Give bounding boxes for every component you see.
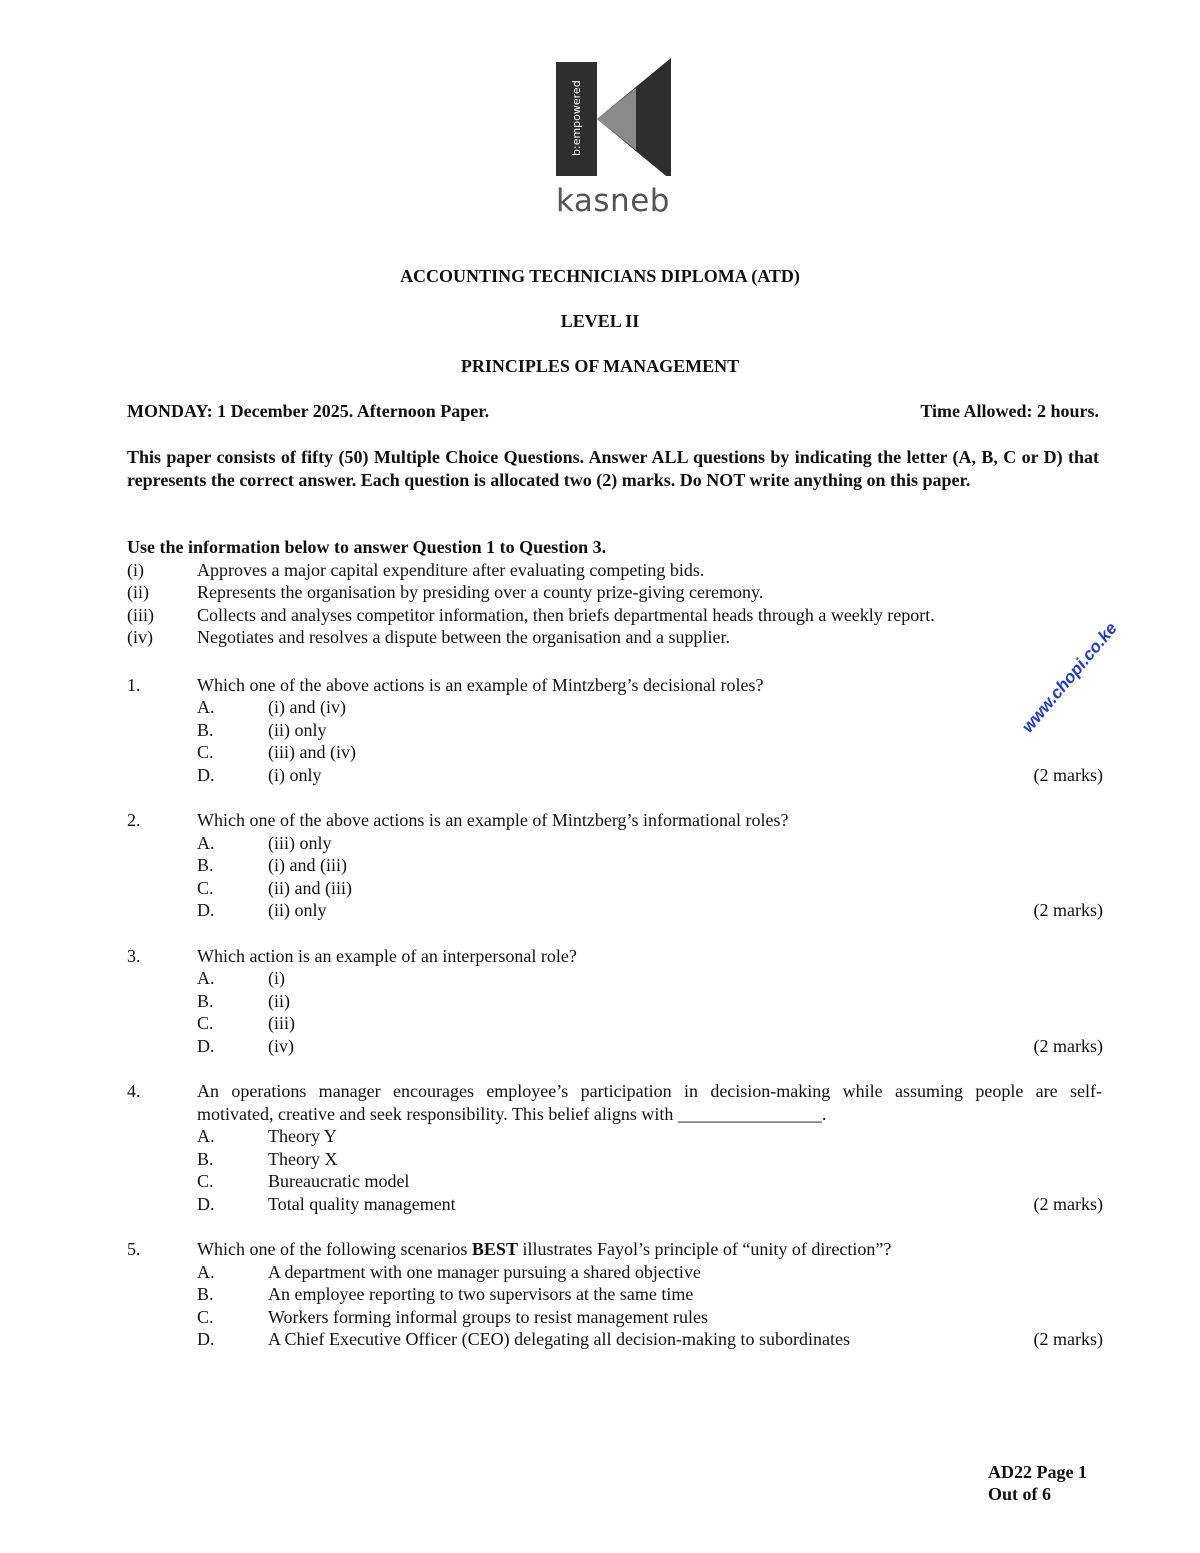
option-text: (ii) and (iii) — [268, 878, 352, 898]
option-text: Theory Y — [268, 1126, 337, 1146]
option-letter: C. — [197, 1171, 214, 1191]
info-item-text: Collects and analyses competitor information, then briefs departmental heads through a weekly report. — [197, 605, 935, 625]
question-text: Which one of the above actions is an example of Mintzberg’s informational roles? — [197, 810, 789, 830]
option-letter: B. — [197, 1284, 214, 1304]
option-letter: B. — [197, 991, 214, 1011]
time-allowed: Time Allowed: 2 hours. — [920, 401, 1099, 421]
paper-date: MONDAY: 1 December 2025. Afternoon Paper. — [127, 401, 490, 421]
option-text: (iii) and (iv) — [268, 742, 356, 762]
page-number: AD22 Page 1 — [988, 1462, 1087, 1482]
option-letter: C. — [197, 1013, 214, 1033]
option-letter: D. — [197, 765, 215, 785]
question-number: 5. — [127, 1239, 141, 1259]
instructions: This paper consists of fifty (50) Multiple Choice Questions. Answer ALL questions by indicating the letter (A, B, C or D) that represents the correct answer. Each question is allocated two (2) marks. Do NOT write anything on this paper. — [127, 447, 1099, 490]
option-text: A Chief Executive Officer (CEO) delegating all decision-making to subordinates — [268, 1329, 851, 1349]
question-text: Which one of the above actions is an example of Mintzberg’s decisional roles? — [197, 675, 764, 695]
option-text: (iii) — [268, 1013, 295, 1033]
option-text: Theory X — [268, 1149, 338, 1169]
info-item-num: (iii) — [127, 605, 154, 625]
option-text: (i) only — [268, 765, 322, 785]
option-text: Bureaucratic model — [268, 1171, 410, 1191]
option-letter: D. — [197, 1036, 215, 1056]
paper-subject: PRINCIPLES OF MANAGEMENT — [460, 356, 740, 376]
option-text: (iv) — [268, 1036, 294, 1056]
info-item-num: (iv) — [127, 627, 153, 647]
question-marks: (2 marks) — [1033, 1036, 1103, 1056]
option-text: (ii) only — [268, 900, 327, 920]
logo-brand-text: kasneb — [556, 183, 670, 219]
info-item-text: Approves a major capital expenditure after evaluating competing bids. — [197, 560, 705, 580]
option-letter: A. — [197, 833, 215, 853]
info-item-num: (ii) — [127, 582, 149, 602]
option-letter: B. — [197, 720, 214, 740]
option-letter: C. — [197, 742, 214, 762]
info-heading: Use the information below to answer Question 1 to Question 3. — [127, 537, 607, 557]
option-letter: C. — [197, 878, 214, 898]
option-letter: A. — [197, 1262, 215, 1282]
question-text — [197, 1238, 891, 1260]
info-item-num: (i) — [127, 560, 144, 580]
option-letter: B. — [197, 1149, 214, 1169]
question-marks: (2 marks) — [1033, 900, 1103, 920]
paper-level: LEVEL II — [560, 311, 640, 331]
option-text: An employee reporting to two supervisors at the same time — [268, 1284, 694, 1304]
question-marks: (2 marks) — [1033, 1329, 1103, 1349]
option-letter: D. — [197, 1194, 215, 1214]
option-text: Workers forming informal groups to resist management rules — [268, 1307, 708, 1327]
option-text: (i) and (iv) — [268, 697, 346, 717]
option-letter: C. — [197, 1307, 214, 1327]
question-text-emphasis: BEST — [471, 1239, 518, 1259]
option-letter: A. — [197, 1126, 215, 1146]
question-text-line: motivated, creative and seek responsibility. This belief aligns with ________________. — [197, 1104, 827, 1124]
info-item-text: Negotiates and resolves a dispute between the organisation and a supplier. — [197, 627, 731, 647]
question-number: 1. — [127, 675, 141, 695]
page-count: Out of 6 — [988, 1484, 1051, 1504]
info-item-text: Represents the organisation by presiding over a county prize-giving ceremony. — [197, 582, 764, 602]
question-marks: (2 marks) — [1033, 1194, 1103, 1214]
question-marks: (2 marks) — [1033, 765, 1103, 785]
logo-tagline: b:empowered — [570, 80, 583, 156]
question-text: Which action is an example of an interpersonal role? — [197, 946, 577, 966]
option-letter: A. — [197, 697, 215, 717]
option-text: Total quality management — [268, 1194, 456, 1214]
option-text: A department with one manager pursuing a shared objective — [268, 1262, 701, 1282]
kasneb-logo — [556, 56, 672, 226]
option-letter: A. — [197, 968, 215, 988]
question-text-post: illustrates Fayol’s principle of “unity of direction”? — [517, 1239, 892, 1259]
option-text: (i) and (iii) — [268, 855, 347, 875]
question-text-line: An operations manager encourages employee’s participation in decision-making while assuming people are self- — [197, 1081, 1102, 1101]
option-text: (i) — [268, 968, 285, 988]
option-letter: B. — [197, 855, 214, 875]
question-number: 2. — [127, 810, 141, 830]
question-number: 3. — [127, 946, 141, 966]
option-text: (ii) — [268, 991, 290, 1011]
question-number: 4. — [127, 1081, 141, 1101]
option-letter: D. — [197, 900, 215, 920]
site-watermark[interactable]: www.chopi.co.ke — [1018, 618, 1121, 737]
paper-title: ACCOUNTING TECHNICIANS DIPLOMA (ATD) — [400, 266, 800, 286]
kasneb-logo-mark — [556, 56, 672, 176]
option-text: (iii) only — [268, 833, 332, 853]
option-letter: D. — [197, 1329, 215, 1349]
option-text: (ii) only — [268, 720, 327, 740]
question-text-pre: Which one of the following scenarios — [197, 1239, 472, 1259]
